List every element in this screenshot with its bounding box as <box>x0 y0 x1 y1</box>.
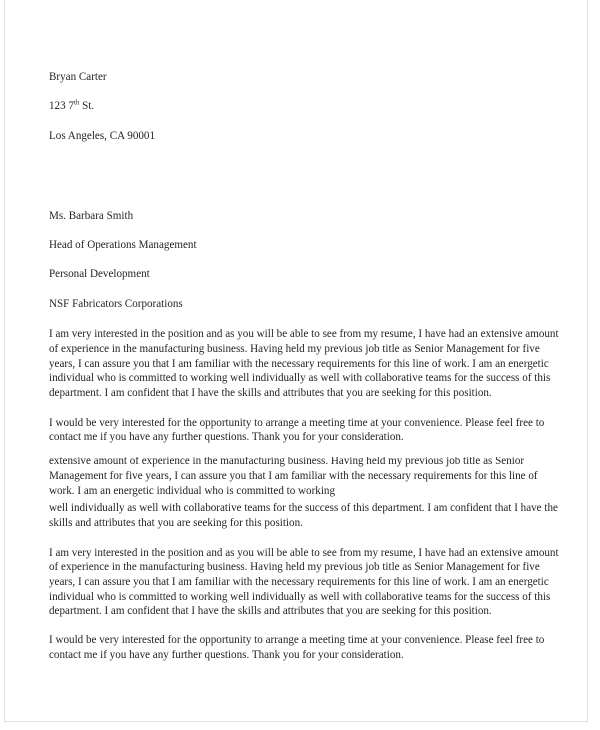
recipient-address-block <box>49 194 561 326</box>
recipient-name: Ms. Barbara Smith <box>49 209 134 222</box>
body-paragraph-6: I would be very interested for the opportunity to arrange a meeting time at your convenience. Please feel free to contact me if you have any further questions. Thank you for your consideration. <box>49 634 545 661</box>
sender-street-ordinal: th <box>73 99 80 107</box>
spacer-p1-p2 <box>49 401 561 416</box>
spacer-p4-p5 <box>49 531 561 546</box>
sender-street <box>49 99 561 114</box>
body-paragraph-3: extensive amount of experience in the manufacturing business. Having held my previous job title as Senior Management for five years, I can assure you that I am familiar with the necessary requirements for this line of work. I am an energetic individual who is committed to working <box>49 457 538 497</box>
recipient-department: Personal Development <box>49 268 150 281</box>
recipient-company: NSF Fabricators Corporations <box>49 297 183 310</box>
sender-street-suffix: St. <box>79 100 95 113</box>
letter-body <box>49 55 561 663</box>
body-paragraph-4: well individually as well with collaborative teams for the success of this department. I am confident that I have the skills and attributes that you are seeking for this position. <box>49 502 558 529</box>
recipient-title: Head of Operations Management <box>49 239 197 252</box>
spacer-p5-p6 <box>49 619 561 633</box>
sender-address-block <box>49 55 561 158</box>
sender-name: Bryan Carter <box>49 70 107 83</box>
sender-street-number: 123 7 <box>49 100 74 113</box>
sender-city-state-zip: Los Angeles, CA 90001 <box>49 129 156 142</box>
body-paragraph-1: I am very interested in the position and as you will be able to see from my resume, I have had an extensive amount of experience in the manufacturing business. Having held my previous job title as Senior Management for five years, I can assure you that I am familiar with the necessary requirements for this line of work. I am an energetic individual who is committed to working well individually as well with collaborative teams for the success of this department. I am confident that I have the skills and attributes that you are seeking for this position. <box>49 328 559 400</box>
body-paragraph-5: I am very interested in the position and as you will be able to see from my resume, I have had an extensive amount of experience in the manufacturing business. Having held my previous job title as Senior Management for five years, I can assure you that I am familiar with the necessary requirements for this line of work. I am an energetic individual who is committed to working well individually as well with collaborative teams for the success of this department. I am confident that I have the skills and attributes that you are seeking for this position. <box>49 546 559 618</box>
spacer-after-sender <box>49 158 561 194</box>
body-paragraph-2: I would be very interested for the opportunity to arrange a meeting time at your convenience. Please feel free to contact me if you have any further questions. Thank you for your consideration. <box>49 416 545 444</box>
clipped-paragraph-wrapper <box>49 457 561 501</box>
document-page <box>4 0 588 722</box>
